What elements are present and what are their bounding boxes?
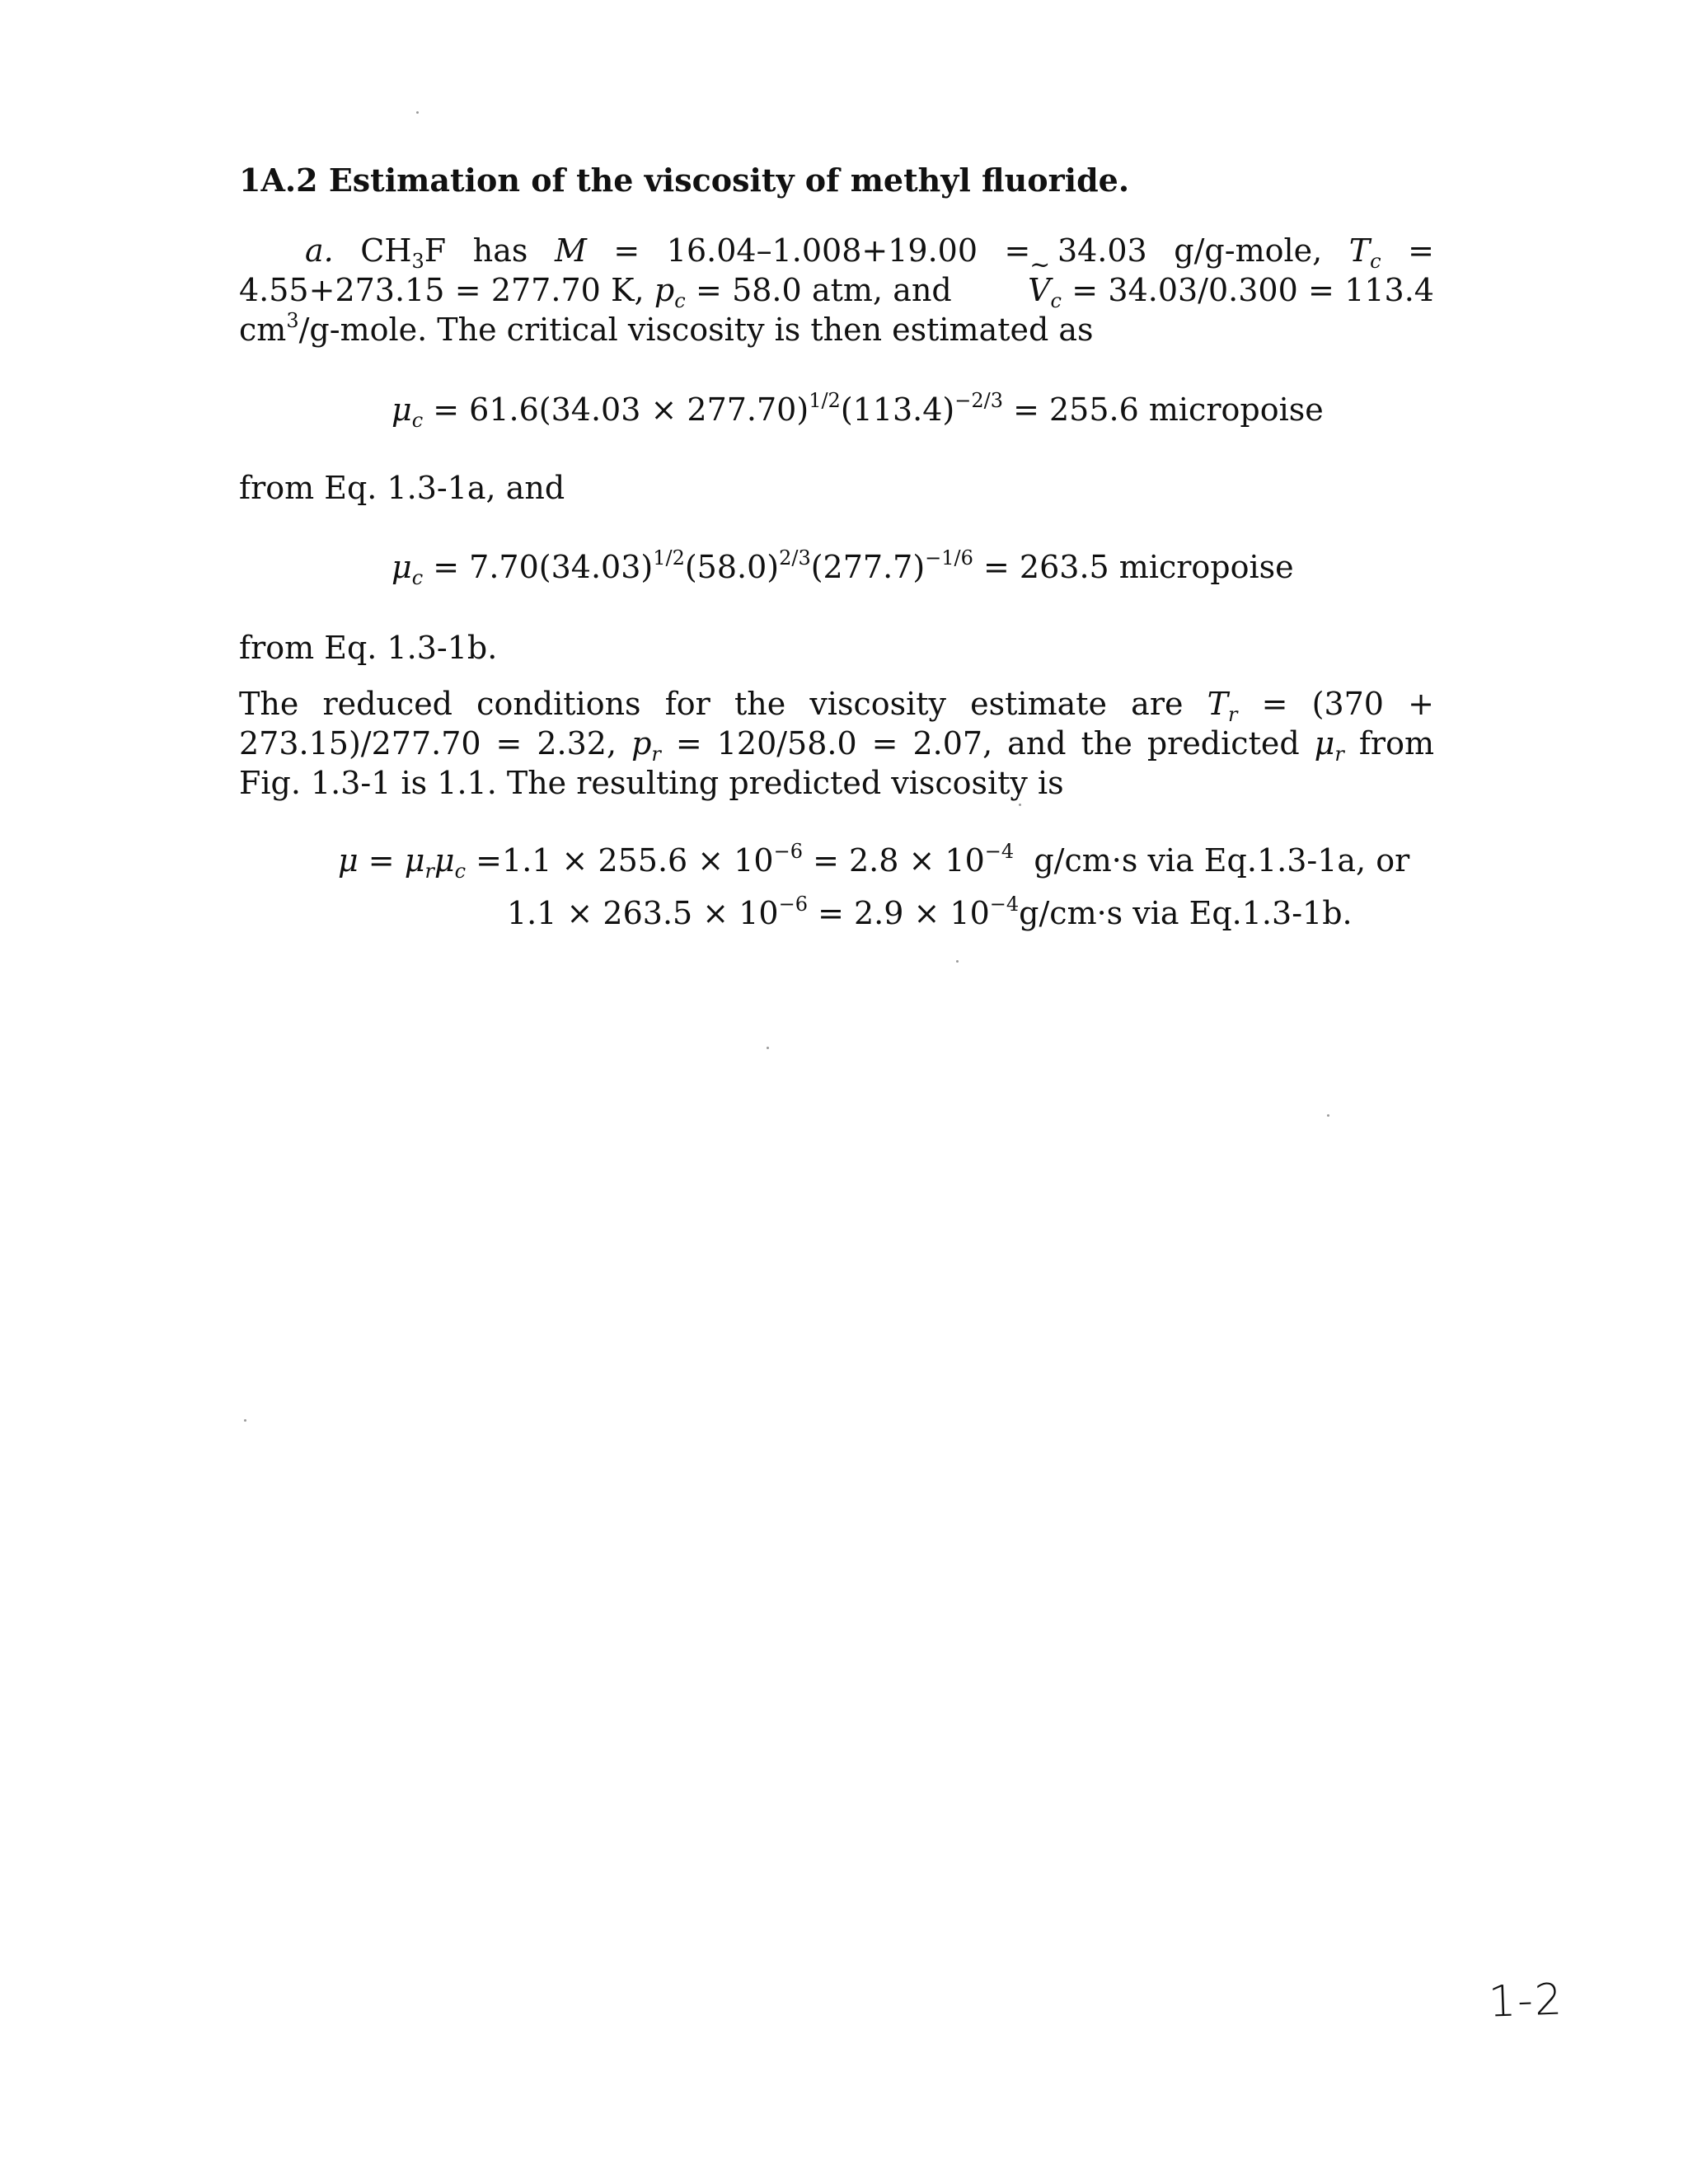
section-title: 1A.2 Estimation of the viscosity of methyl fluoride. [239,162,1130,199]
critical-volume-text: = 34.03/0.300 = 113.4 cm [239,272,1434,348]
scan-speck [244,1419,246,1422]
scan-speck [1019,804,1021,806]
molar-mass-text: = 16.04–1.008+19.00 = 34.03 g/g-mole, [613,232,1323,269]
equation-viscosity-1b: $1.1 \times 263.5 \times 10^{-6} = 2.9 \times 10^{-4}g/cm\cdot s$ via Eq.1.3-1b. [507,893,1353,931]
scan-speck [1327,1114,1329,1117]
handwritten-page-number: 1-2 [1487,1975,1564,2027]
critical-temperature-text: = 4.55+273.15 = 277.70 K, [239,232,1434,308]
text: /g-mole. The critical viscosity is then estimated as [298,312,1094,348]
from-eq-1b: from Eq. 1.3-1b. [239,630,498,666]
equation-critical-viscosity-1b: $\mu_c = 7.70(34.03)^{1/2}(58.0)^{2/3}(277.7)^{-1/6} = 263.5$ micropoise [392,546,1294,589]
equation-viscosity-1a: $\mu = \mu_r\mu_c =1.1 \times 255.6 \times 10^{-6} = 2.8 \times 10^{-4}$ g/cm·s via Eq.1.3-1a, or [338,840,1410,883]
scan-speck [416,111,419,114]
paragraph-reduced-conditions: The reduced conditions for the viscosity estimate are $T_r = (370 + 273.15)/277.70 = 2.32$, $p_r = 120/58.0 = 2.07$, and the predicted $\mu_r$ from Fig. 1.3-1 is 1.1. The resulting predicted viscosity is [239,686,1434,801]
paragraph-part-a: a. $CH_3F$ has M = 16.04–1.008+19.00 = 34.03 g/g-mole, $T_c = 4.55+273.15 = 277.70$ K, $p_c = 58.0$ atm, and ~ $V_c = 34.03/0.300 = 113.4$ $cm^3/g$-mole. The critical viscosity is then estimated as [239,231,1434,349]
formula: $CH_3F$ [360,232,447,273]
scan-speck [956,960,959,963]
text: has [472,232,528,269]
from-eq-1a: from Eq. 1.3-1a, and [239,470,565,506]
part-label: a. [305,232,334,269]
critical-pressure-text: = 58.0 atm, and [695,272,952,308]
equation-critical-viscosity-1a: $\mu_c = 61.6(34.03 \times 277.70)^{1/2}(113.4)^{-2/3} = 255.6$ micropoise [392,389,1324,432]
scan-speck [767,1047,769,1049]
